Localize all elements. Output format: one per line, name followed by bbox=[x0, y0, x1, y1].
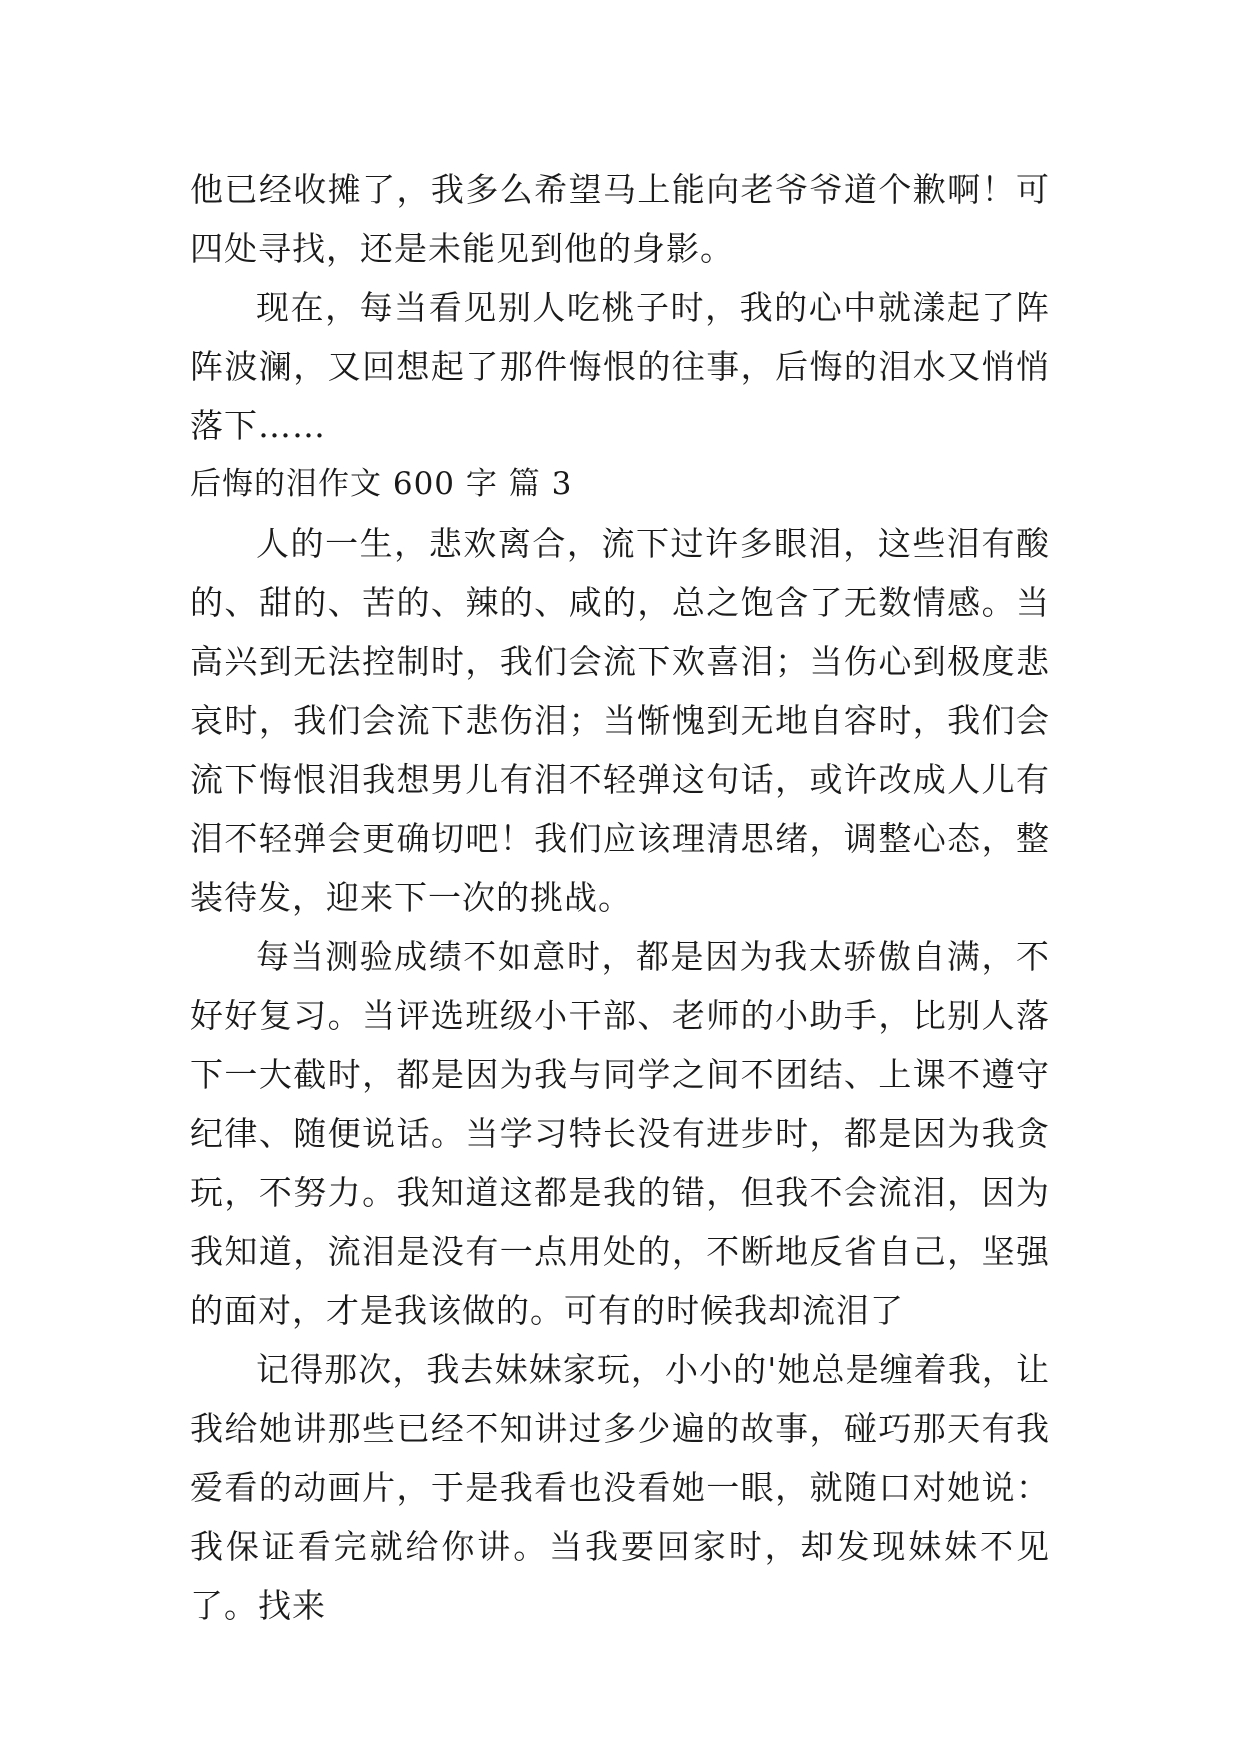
paragraph-tears-intro: 人的一生，悲欢离合，流下过许多眼泪，这些泪有酸的、甜的、苦的、辣的、咸的，总之饱含了无数情感。当高兴到无法控制时，我们会流下欢喜泪；当伤心到极度悲哀时，我们会流下悲伤泪；当惭愧到无地自容时，我们会流下悔恨泪我想男儿有泪不轻弹这句话，或许改成人儿有泪不轻弹会更确切吧！我们应该理清思绪，调整心态，整装待发，迎来下一次的挑战。 bbox=[190, 524, 1050, 917]
paragraph-continuation: 他已经收摊了，我多么希望马上能向老爷爷道个歉啊！可四处寻找，还是未能见到他的身影。 bbox=[190, 170, 1050, 268]
paragraph-self-reflection: 每当测验成绩不如意时，都是因为我太骄傲自满，不好好复习。当评选班级小干部、老师的小助手，比别人落下一大截时，都是因为我与同学之间不团结、上课不遵守纪律、随便说话。当学习特长没有进步时，都是因为我贪玩，不努力。我知道这都是我的错，但我不会流泪，因为我知道，流泪是没有一点用处的，不断地反省自己，坚强的面对，才是我该做的。可有的时候我却流泪了 bbox=[190, 937, 1050, 1330]
paragraph-regret-memory: 现在，每当看见别人吃桃子时，我的心中就漾起了阵阵波澜，又回想起了那件悔恨的往事，后悔的泪水又悄悄落下…… bbox=[190, 288, 1050, 445]
paragraph-sister-story: 记得那次，我去妹妹家玩，小小的'她总是缠着我，让我给她讲那些已经不知讲过多少遍的故事，碰巧那天有我爱看的动画片，于是我看也没看她一眼，就随口对她说：我保证看完就给你讲。当我要回家时，却发现妹妹不见了。找来 bbox=[190, 1350, 1050, 1625]
section-heading: 后悔的泪作文 600 字 篇 3 bbox=[190, 466, 573, 502]
document-body bbox=[190, 160, 1050, 1635]
